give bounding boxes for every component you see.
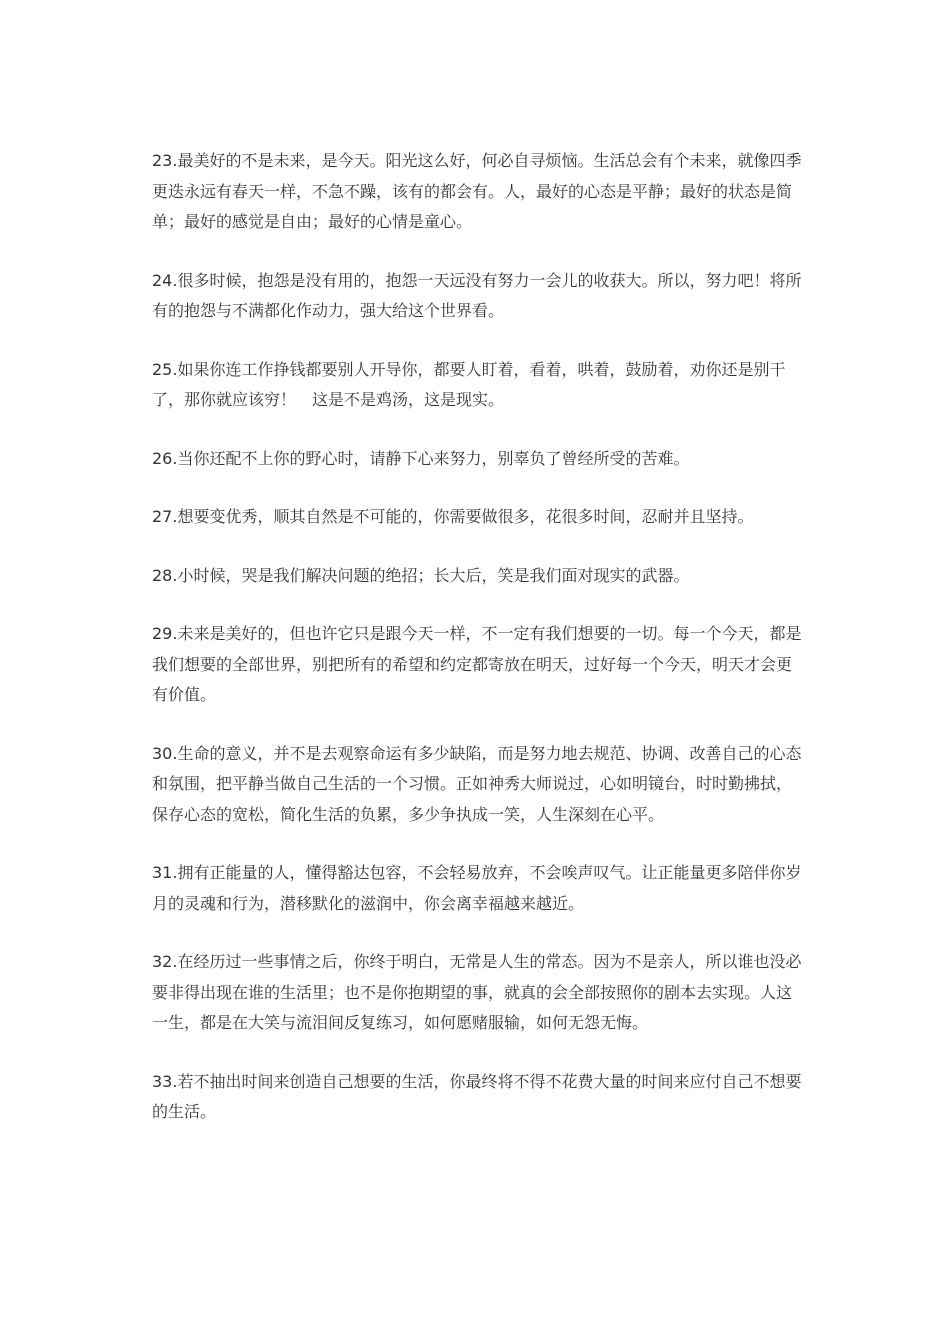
paragraph-25: 25.如果你连工作挣钱都要别人开导你，都要人盯着，看着，哄着，鼓励着，劝你还是别干了，那你就应该穷！ 这是不是鸡汤，这是现实。 — [152, 359, 786, 409]
paragraph-33: 33.若不抽出时间来创造自己想要的生活，你最终将不得不花费大量的时间来应付自己不想要的生活。 — [152, 1071, 802, 1121]
paragraph-26: 26.当你还配不上你的野心时，请静下心来努力，别辜负了曾经所受的苦难。 — [152, 448, 690, 468]
paragraph-24: 24.很多时候，抱怨是没有用的，抱怨一天远没有努力一会儿的收获大。所以，努力吧！将所有的抱怨与不满都化作动力，强大给这个世界看。 — [152, 270, 802, 320]
paragraph-29: 29.未来是美好的，但也许它只是跟今天一样，不一定有我们想要的一切。每一个今天，都是我们想要的全部世界，别把所有的希望和约定都寄放在明天，过好每一个今天，明天才会更有价值。 — [152, 624, 802, 704]
document-page — [152, 146, 802, 1156]
paragraph-30: 30.生命的意义，并不是去观察命运有多少缺陷，而是努力地去规范、协调、改善自己的心态和氛围，把平静当做自己生活的一个习惯。正如神秀大师说过，心如明镜台，时时勤拂拭，保存心态的宽松，简化生活的负累，多少争执成一笑，人生深刻在心平。 — [152, 743, 802, 824]
paragraph-31: 31.拥有正能量的人，懂得豁达包容，不会轻易放弃，不会唉声叹气。让正能量更多陪伴你岁月的灵魂和行为，潜移默化的滋润中，你会离幸福越来越近。 — [152, 863, 802, 913]
paragraph-23: 23.最美好的不是未来，是今天。阳光这么好，何必自寻烦恼。生活总会有个未来，就像四季更迭永远有春天一样，不急不躁，该有的都会有。人，最好的心态是平静；最好的状态是简单；最好的感觉是自由；最好的心情是童心。 — [152, 151, 802, 231]
paragraph-27: 27.想要变优秀，顺其自然是不可能的，你需要做很多，花很多时间，忍耐并且坚持。 — [152, 507, 754, 526]
paragraph-32: 32.在经历过一些事情之后，你终于明白，无常是人生的常态。因为不是亲人，所以谁也没必要非得出现在谁的生活里；也不是你抱期望的事，就真的会全部按照你的剧本去实现。人这一生，都是在大笑与流泪间反复练习，如何愿赌服输，如何无怨无悔。 — [152, 952, 802, 1032]
paragraph-28: 28.小时候，哭是我们解决问题的绝招；长大后，笑是我们面对现实的武器。 — [152, 565, 690, 585]
